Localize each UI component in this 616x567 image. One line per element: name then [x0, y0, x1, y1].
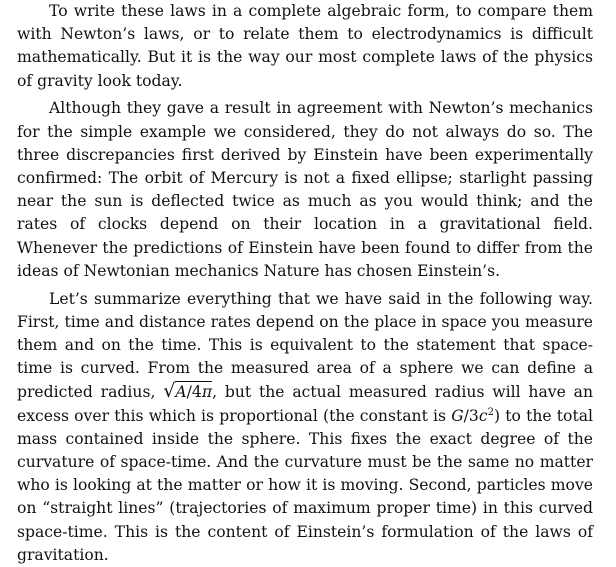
radicand-numerator: A [175, 383, 187, 402]
radius-formula-radicand [175, 381, 212, 401]
paragraph-1: To write these laws in a complete algebraic form, to compare them with Newton’s laws, or to relate them to electrodynamics is difficult mathematically. But it is the way our most complete laws of the physics of gravity look today. [17, 2, 593, 90]
square-root-sign-icon: √ [163, 380, 176, 403]
paragraph-3-text-after: ) to the total mass contained inside the sphere. This fixes the exact degree of the curvature of space-time. And the curvature must be the same no matter who is looking at the matter or how it is moving. Second, particles move on “straight lines” (trajectories of maximum proper time) in this curved space-time. This is the content of Einstein’s formulation of the laws of gravitation. [17, 406, 593, 564]
constant-numerator: G [451, 406, 464, 425]
proportionality-constant-formula [451, 407, 494, 425]
constant-exponent: 2 [487, 406, 494, 418]
predicted-radius-formula [163, 380, 213, 403]
paragraph-3-text-between: , but the actual measured radius will have an excess over this which is proportional (the constant is [17, 383, 593, 425]
constant-denominator-prefix: /3 [463, 406, 479, 425]
constant-denominator-symbol: c [478, 406, 488, 425]
radicand-pi: π [201, 383, 213, 402]
paragraph-3-text-before-radius: Let’s summarize everything that we have said in the following way. First, time and distance rates depend on the place in space you measure them and on the time. This is equivalent to the statement that space-time is curved. From the measured area of a sphere we can define a predicted radius, [17, 289, 593, 402]
paragraph-2: Although they gave a result in agreement with Newton’s mechanics for the simple example we considered, they do not always do so. The three discrepancies first derived by Einstein have been experimentally confirmed: The orbit of Mercury is not a fixed ellipse; starlight passing near the sun is deflected twice as much as you would think; and the rates of clocks depend on their location in a gravitational field. Whenever the predictions of Einstein have been found to differ from the ideas of Newtonian mechanics Nature has chosen Einstein’s. [17, 99, 593, 280]
radicand-slash: /4 [186, 383, 202, 402]
paragraph-3 [17, 288, 593, 567]
